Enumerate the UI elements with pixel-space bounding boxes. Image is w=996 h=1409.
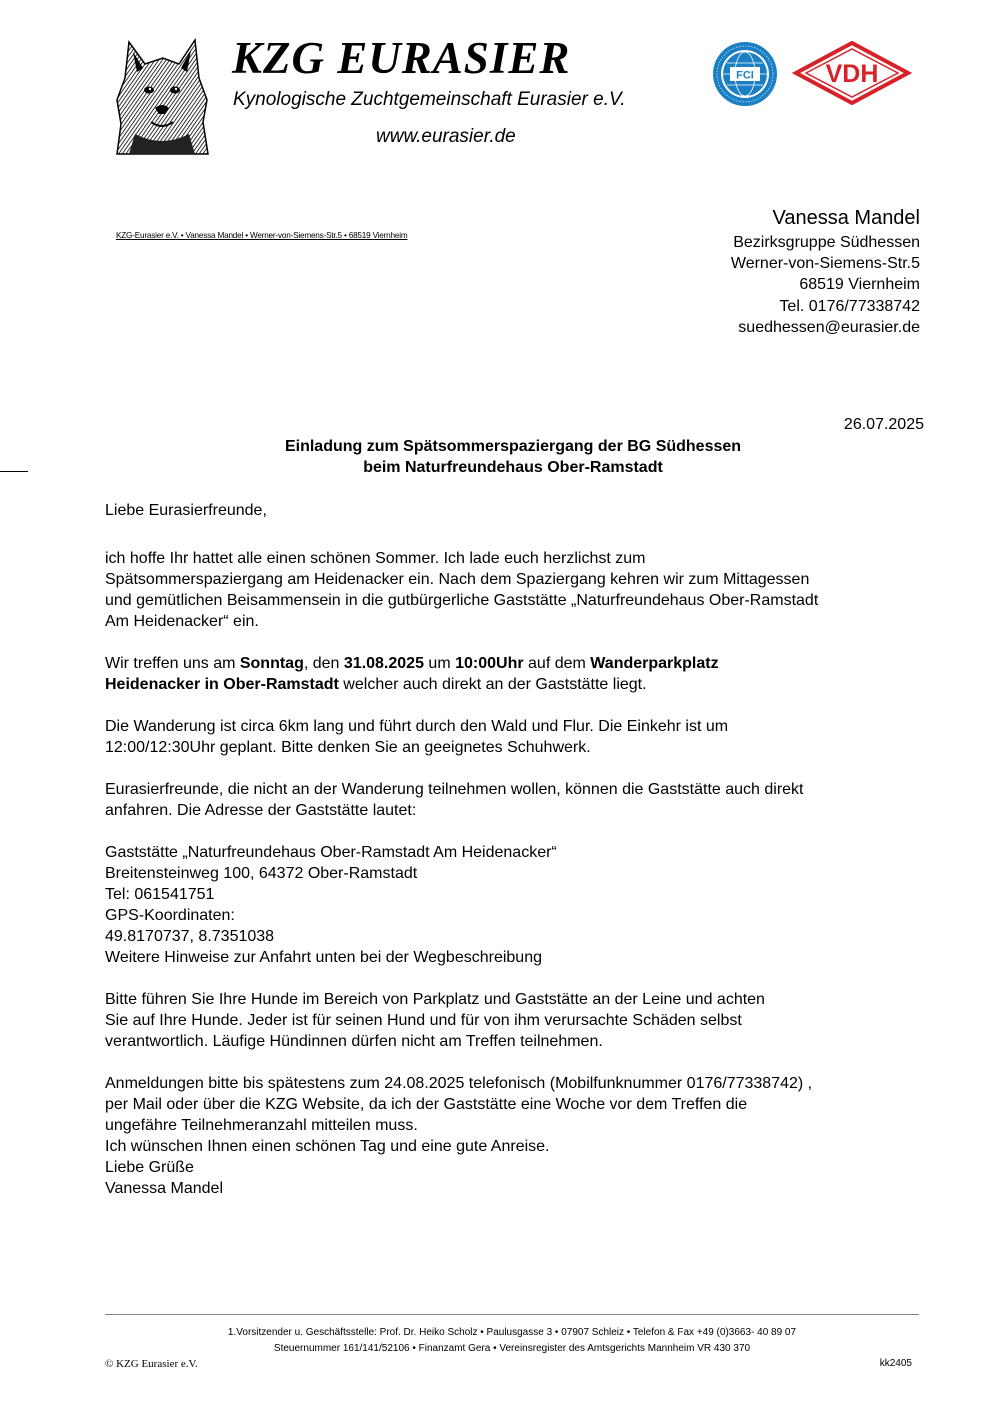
paragraph-direct: Eurasierfreunde, die nicht an der Wanderung teilnehmen wollen, können die Gaststätte auch direkt anfahren. Die Adresse der Gaststätte lautet: [105,781,804,819]
vdh-logo [792,41,912,105]
sender-group: Bezirksgruppe Südhessen [733,234,920,251]
meeting-date: 31.08.2025 [343,655,424,672]
subject-line-2: beim Naturfreundehaus Ober-Ramstadt [363,459,663,476]
footer-copyright: © KZG Eurasier e.V. [105,1358,198,1370]
footer-code: kk2405 [879,1358,912,1369]
meeting-text: auf dem [523,655,591,672]
meeting-text: welcher auch direkt an der Gaststätte liegt. [338,676,647,693]
subject-line-1: Einladung zum Spätsommerspaziergang der BG Südhessen [284,438,742,455]
letter-date: 26.07.2025 [843,416,924,433]
meeting-text: Wir treffen uns am [105,655,240,672]
letter-body [105,500,935,1199]
meeting-time: 10:00Uhr [455,655,524,672]
meeting-text: um [423,655,456,672]
paragraph-meeting [105,653,935,695]
fci-logo-text: FCI [736,69,754,82]
letter-subject [100,436,926,478]
club-website[interactable]: www.eurasier.de [376,126,516,147]
club-subtitle: Kynologische Zuchtgemeinschaft Eurasier e.V. [233,89,626,110]
venue-details: Gaststätte „Naturfreundehaus Ober-Ramstadt Am Heidenacker“ Breitensteinweg 100, 64372 Ober-Ramstadt Tel: 061541751 GPS-Koordinaten: 49.8170737, 8.7351038 Weitere Hinweise zur Anfahrt unten bei der Wegbeschreibung [105,844,557,966]
salutation: Liebe Eurasierfreunde, [105,502,267,519]
meeting-place-location: Heidenacker in Ober-Ramstadt [105,676,339,693]
sender-city: 68519 Viernheim [799,276,920,294]
paragraph-dogs: Bitte führen Sie Ihre Hunde im Bereich von Parkplatz und Gaststätte an der Leine und achten Sie auf Ihre Hunde. Jeder ist für seinen Hund und für von ihm verursachte Schäden selbst verantwortlich. Läufige Hündinnen dürfen nicht am Treffen teilnehmen. [105,991,765,1050]
fold-mark [0,471,28,472]
club-title: KZG EURASIER [232,33,571,83]
sender-email[interactable]: suedhessen@eurasier.de [738,318,920,336]
sender-name: Vanessa Mandel [772,207,920,229]
fci-logo [712,41,778,107]
paragraph-intro: ich hoffe Ihr hattet alle einen schönen Sommer. Ich lade euch herzlichst zum Spätsommerspaziergang am Heidenacker ein. Nach dem Spaziergang kehren wir zum Mittagessen und gemütlichen Beisammensein in die gutbürgerliche Gaststätte „Naturfreundehaus Ober-Ramstadt Am Heidenacker“ ein. [105,550,819,630]
meeting-text: , den [303,655,344,672]
footer-divider [105,1314,919,1315]
eurasier-dog-logo [115,38,210,156]
sender-address [731,204,920,338]
footer-line-2: Steuernummer 161/141/52106 • Finanzamt Gera • Vereinsregister des Amtsgerichts Mannheim VR 430 370 [273,1343,751,1354]
sender-street: Werner-von-Siemens-Str.5 [730,255,920,273]
footer-line-1: 1.Vorsitzender u. Geschäftsstelle: Prof. Dr. Heiko Scholz • Paulusgasse 3 • 07907 Schleiz • Telefon & Fax +49 (0)3663- 40 89 07 [227,1327,797,1338]
paragraph-registration: Anmeldungen bitte bis spätestens zum 24.08.2025 telefonisch (Mobilfunknummer 0176/77338742) , per Mail oder über die KZG Website, da ich der Gaststätte eine Woche vor dem Treffen die ungefähre Teilnehmeranzahl mitteilen muss. Ich wünschen Ihnen einen schönen Tag und eine gute Anreise. Liebe Grüße Vanessa Mandel [105,1075,813,1197]
meeting-day: Sonntag [239,655,304,672]
sender-phone: Tel. 0176/77338742 [779,297,920,315]
vdh-logo-text: VDH [825,60,879,88]
return-address: KZG-Eurasier e.V. • Vanessa Mandel • Werner-von-Siemens-Str.5 • 68519 Viernheim [116,231,408,240]
paragraph-hike: Die Wanderung ist circa 6km lang und führt durch den Wald und Flur. Die Einkehr ist um 12:00/12:30Uhr geplant. Bitte denken Sie an geeignetes Schuhwerk. [105,718,729,756]
meeting-place: Wanderparkplatz [590,655,719,672]
